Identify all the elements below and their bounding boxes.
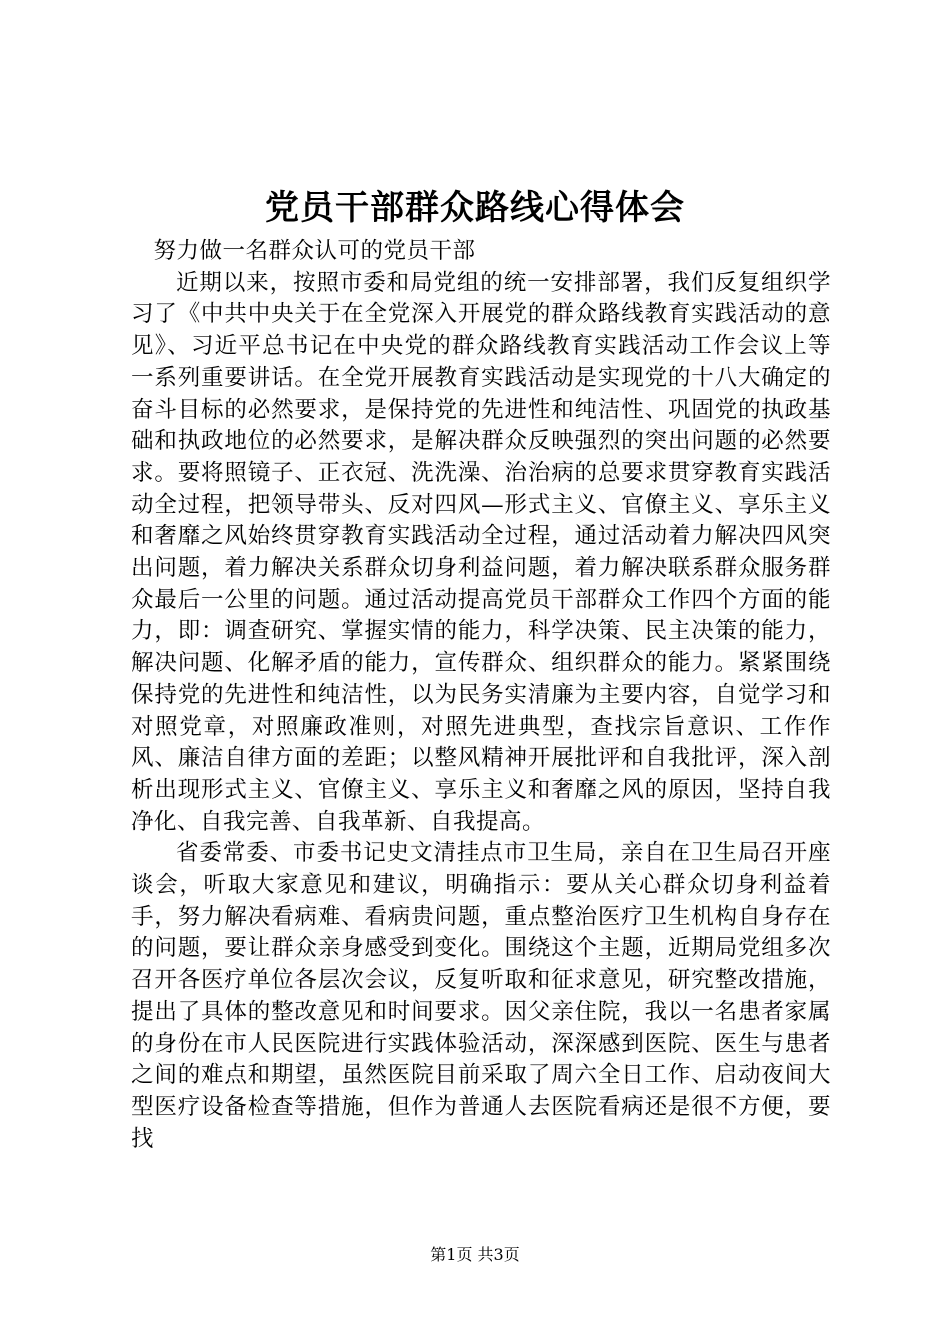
document-body [131, 236, 831, 1155]
page-number-footer: 第1页 共3页 [430, 1245, 520, 1264]
document-title: 党员干部群众路线心得体会 [265, 188, 685, 228]
document-subtitle: 努力做一名群众认可的党员干部 [153, 238, 476, 264]
paragraph-2: 省委常委、市委书记史文清挂点市卫生局，亲自在卫生局召开座谈会，听取大家意见和建议，明确指示：要从关心群众切身利益着手，努力解决看病难、看病贵问题，重点整治医疗卫生机构自身存在的问题，要让群众亲身感受到变化。围绕这个主题，近期局党组多次召开各医疗单位各层次会议，反复听取和征求意见，研究整改措施，提出了具体的整改意见和时间要求。因父亲住院，我以一名患者家属的身份在市人民医院进行实践体验活动，深深感到医院、医生与患者之间的难点和期望，虽然医院目前采取了周六全日工作、启动夜间大型医疗设备检查等措施，但作为普通人去医院看病还是很不方便，要找 [131, 840, 831, 1152]
paragraph-1: 近期以来，按照市委和局党组的统一安排部署，我们反复组织学习了《中共中央关于在全党深入开展党的群众路线教育实践活动的意见》、习近平总书记在中央党的群众路线教育实践活动工作会议上等一系列重要讲话。在全党开展教育实践活动是实现党的十八大确定的奋斗目标的必然要求，是保持党的先进性和纯洁性、巩固党的执政基础和执政地位的必然要求，是解决群众反映强烈的突出问题的必然要求。要将照镜子、正衣冠、洗洗澡、治治病的总要求贯穿教育实践活动全过程，把领导带头、反对四风—形式主义、官僚主义、享乐主义和奢靡之风始终贯穿教育实践活动全过程，通过活动着力解决四风突出问题，着力解决关系群众切身利益问题，着力解决联系群众服务群众最后一公里的问题。通过活动提高党员干部群众工作四个方面的能力，即：调查研究、掌握实情的能力，科学决策、民主决策的能力，解决问题、化解矛盾的能力，宣传群众、组织群众的能力。紧紧围绕保持党的先进性和纯洁性，以为民务实清廉为主要内容，自觉学习和对照党章，对照廉政准则，对照先进典型，查找宗旨意识、工作作风、廉洁自律方面的差距；以整风精神开展批评和自我批评，深入剖析出现形式主义、官僚主义、享乐主义和奢靡之风的原因，坚持自我净化、自我完善、自我革新、自我提高。 [131, 269, 831, 835]
